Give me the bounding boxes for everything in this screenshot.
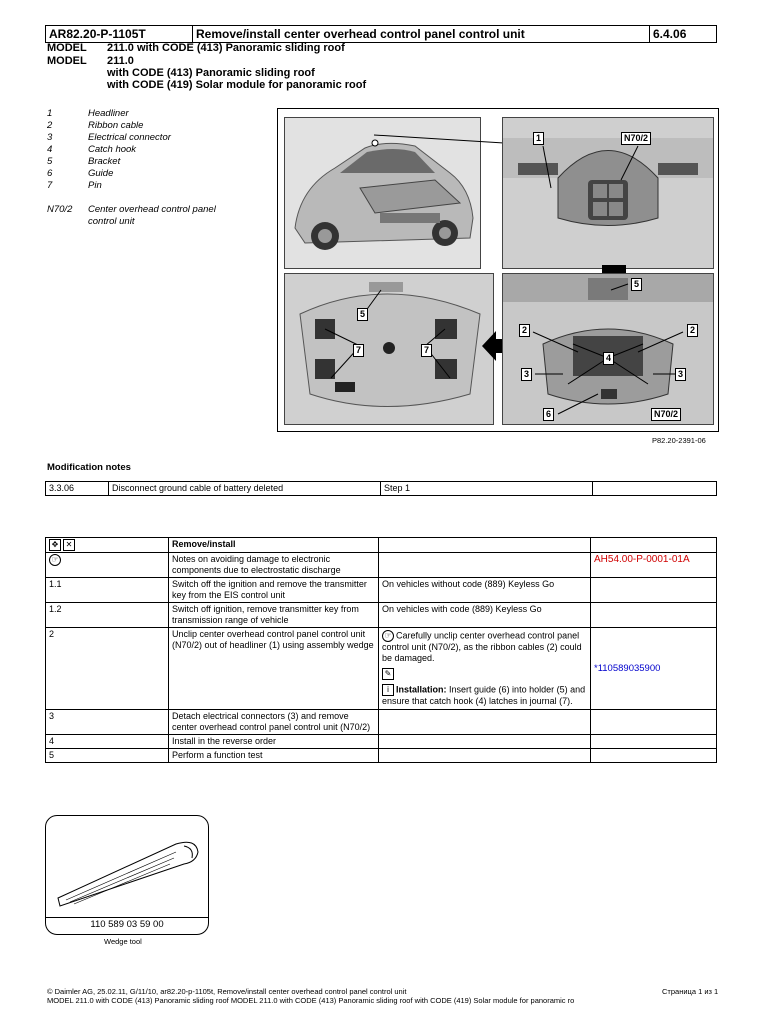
table-row bbox=[46, 735, 717, 749]
footer-page: Страница 1 из 1 bbox=[662, 987, 719, 996]
install-label: Installation: bbox=[396, 684, 447, 695]
callout-4: 4 bbox=[603, 352, 614, 365]
row-cond: On vehicles with code (889) Keyless Go bbox=[379, 603, 591, 628]
car-photo-panel bbox=[284, 117, 481, 269]
caution-note bbox=[382, 630, 587, 664]
mod-text: Disconnect ground cable of battery deleted bbox=[109, 482, 381, 496]
legend-item bbox=[47, 108, 216, 120]
legend-num: 1 bbox=[47, 108, 53, 119]
row-num-cell bbox=[46, 553, 169, 578]
legend-num: 6 bbox=[47, 168, 53, 179]
row-text: Install in the reverse order bbox=[169, 735, 379, 749]
legend-text: Center overhead control panel bbox=[88, 204, 216, 215]
model-block-1 bbox=[47, 42, 345, 54]
row-ref bbox=[591, 735, 717, 749]
legend-text: Ribbon cable bbox=[88, 120, 144, 131]
row-notes-cell bbox=[379, 628, 591, 710]
row-cond bbox=[379, 749, 591, 763]
modification-heading: Modification notes bbox=[47, 462, 131, 473]
legend-num: 4 bbox=[47, 144, 53, 155]
legend bbox=[47, 108, 216, 228]
legend-text: Headliner bbox=[88, 108, 129, 119]
legend-num: 5 bbox=[47, 156, 53, 167]
info-icon: i bbox=[382, 684, 394, 696]
legend-text: Catch hook bbox=[88, 144, 137, 155]
legend-text: control unit bbox=[88, 216, 135, 227]
legend-text: Guide bbox=[88, 168, 114, 179]
row-num: 5 bbox=[46, 749, 169, 763]
caution-text: Carefully unclip center overhead control panel control unit (N70/2), as the ribbon cables (2) could be damaged. bbox=[382, 630, 582, 663]
model-label: MODEL bbox=[47, 42, 87, 54]
tool-number: 110 589 03 59 00 bbox=[46, 917, 208, 930]
mod-step: Step 1 bbox=[381, 482, 593, 496]
legend-num: 2 bbox=[47, 120, 53, 131]
legend-item bbox=[47, 180, 216, 192]
expand-icon: ✥ bbox=[49, 539, 61, 551]
collapse-icon: ✕ bbox=[63, 539, 75, 551]
row-ref bbox=[591, 749, 717, 763]
control-unit-illustration bbox=[503, 274, 713, 424]
callout-2a: 2 bbox=[519, 324, 530, 337]
row-num: 2 bbox=[46, 628, 169, 710]
model-line: with CODE (419) Solar module for panoramic roof bbox=[107, 79, 367, 91]
header-remove-install: Remove/install bbox=[169, 538, 379, 553]
row-cond bbox=[379, 710, 591, 735]
row-text: Perform a function test bbox=[169, 749, 379, 763]
legend-item bbox=[47, 120, 216, 132]
legend-item bbox=[47, 168, 216, 180]
model-block-2 bbox=[47, 55, 366, 91]
header-table bbox=[45, 25, 717, 43]
wedge-tool-illustration bbox=[46, 816, 208, 916]
procedure-table bbox=[45, 537, 717, 763]
row-num: 4 bbox=[46, 735, 169, 749]
footer-line-2: MODEL 211.0 with CODE (413) Panoramic sliding roof MODEL 211.0 with CODE (413) Panoramic sliding roof with CODE (419) Solar module for panoramic ro bbox=[47, 996, 575, 1005]
model-line: 211.0 bbox=[107, 55, 134, 67]
header-empty-2 bbox=[591, 538, 717, 553]
underside-panel bbox=[284, 273, 494, 425]
row-text: Switch off ignition, remove transmitter key from transmission range of vehicle bbox=[169, 603, 379, 628]
tool-icon: ✎ bbox=[382, 668, 394, 680]
row-text: Unclip center overhead control panel control unit (N70/2) out of headliner (1) using assembly wedge bbox=[169, 628, 379, 710]
figure-frame bbox=[277, 108, 719, 432]
callout-6: 6 bbox=[543, 408, 554, 421]
caution-icon: ☞ bbox=[382, 630, 394, 642]
row-text: Notes on avoiding damage to electronic components due to electrostatic discharge bbox=[169, 553, 379, 578]
callout-1: 1 bbox=[533, 132, 544, 145]
legend-item-n70-cont bbox=[47, 216, 216, 228]
table-row bbox=[46, 603, 717, 628]
car-illustration bbox=[285, 118, 480, 268]
tool-box bbox=[45, 815, 209, 935]
callout-3b: 3 bbox=[675, 368, 686, 381]
callout-3a: 3 bbox=[521, 368, 532, 381]
row-num: 1.1 bbox=[46, 578, 169, 603]
legend-num: 7 bbox=[47, 180, 53, 191]
legend-text: Bracket bbox=[88, 156, 121, 167]
table-row bbox=[46, 553, 717, 578]
table-header-row bbox=[46, 538, 717, 553]
callout-7a: 7 bbox=[353, 344, 364, 357]
row-num: 3 bbox=[46, 710, 169, 735]
legend-item bbox=[47, 144, 216, 156]
table-row bbox=[46, 710, 717, 735]
doc-id: AR82.20-P-1105T bbox=[46, 26, 193, 43]
tool-link[interactable]: *110589035900 bbox=[594, 663, 661, 674]
esd-warning-icon: ☞ bbox=[49, 554, 61, 566]
legend-text: Electrical connector bbox=[88, 132, 171, 143]
underside-illustration bbox=[285, 274, 493, 424]
legend-item bbox=[47, 132, 216, 144]
row-cond bbox=[379, 735, 591, 749]
doc-version: 6.4.06 bbox=[650, 26, 717, 43]
tool-note bbox=[382, 668, 587, 680]
mod-extra bbox=[593, 482, 717, 496]
install-note bbox=[382, 684, 587, 707]
table-row bbox=[46, 628, 717, 710]
row-ref bbox=[591, 578, 717, 603]
legend-text: Pin bbox=[88, 180, 102, 191]
mod-date: 3.3.06 bbox=[46, 482, 109, 496]
row-ref bbox=[591, 603, 717, 628]
tool-caption: Wedge tool bbox=[104, 937, 142, 946]
callout-5b: 5 bbox=[631, 278, 642, 291]
table-row bbox=[46, 749, 717, 763]
model-line: with CODE (413) Panoramic sliding roof bbox=[107, 67, 315, 79]
model-line: 211.0 with CODE (413) Panoramic sliding roof bbox=[107, 42, 345, 54]
doc-title: Remove/install center overhead control panel control unit bbox=[193, 26, 650, 43]
row-ref bbox=[591, 710, 717, 735]
row-text: Detach electrical connectors (3) and remove center overhead control panel control unit (N70/2) bbox=[169, 710, 379, 735]
table-row bbox=[46, 482, 717, 496]
headliner-panel bbox=[502, 117, 714, 269]
row-cond: On vehicles without code (889) Keyless Go bbox=[379, 578, 591, 603]
figure-ref: P82.20-2391-06 bbox=[652, 436, 706, 445]
callout-5a: 5 bbox=[357, 308, 368, 321]
row-num: 1.2 bbox=[46, 603, 169, 628]
legend-item bbox=[47, 156, 216, 168]
header-empty-1 bbox=[379, 538, 591, 553]
install-text: Insert guide (6) into holder (5) and ensure that catch hook (4) latches in journal (7). bbox=[382, 684, 586, 706]
control-unit-panel bbox=[502, 273, 714, 425]
modification-table bbox=[45, 481, 717, 496]
model-label: MODEL bbox=[47, 55, 87, 67]
header-icons-cell bbox=[46, 538, 169, 553]
callout-n70-top: N70/2 bbox=[621, 132, 651, 145]
callout-7b: 7 bbox=[421, 344, 432, 357]
callout-n70-bot: N70/2 bbox=[651, 408, 681, 421]
legend-num: 3 bbox=[47, 132, 53, 143]
legend-item-n70 bbox=[47, 204, 216, 216]
row-text: Switch off the ignition and remove the transmitter key from the EIS control unit bbox=[169, 578, 379, 603]
row-ref-cell bbox=[591, 628, 717, 710]
callout-2b: 2 bbox=[687, 324, 698, 337]
table-row bbox=[46, 578, 717, 603]
row-cond bbox=[379, 553, 591, 578]
footer-line-1: © Daimler AG, 25.02.11, G/11/10, ar82.20-p-1105t, Remove/install center overhead control panel control unit bbox=[47, 987, 407, 996]
row-ref-link[interactable]: AH54.00-P-0001-01A bbox=[591, 553, 717, 578]
legend-num: N70/2 bbox=[47, 204, 73, 215]
